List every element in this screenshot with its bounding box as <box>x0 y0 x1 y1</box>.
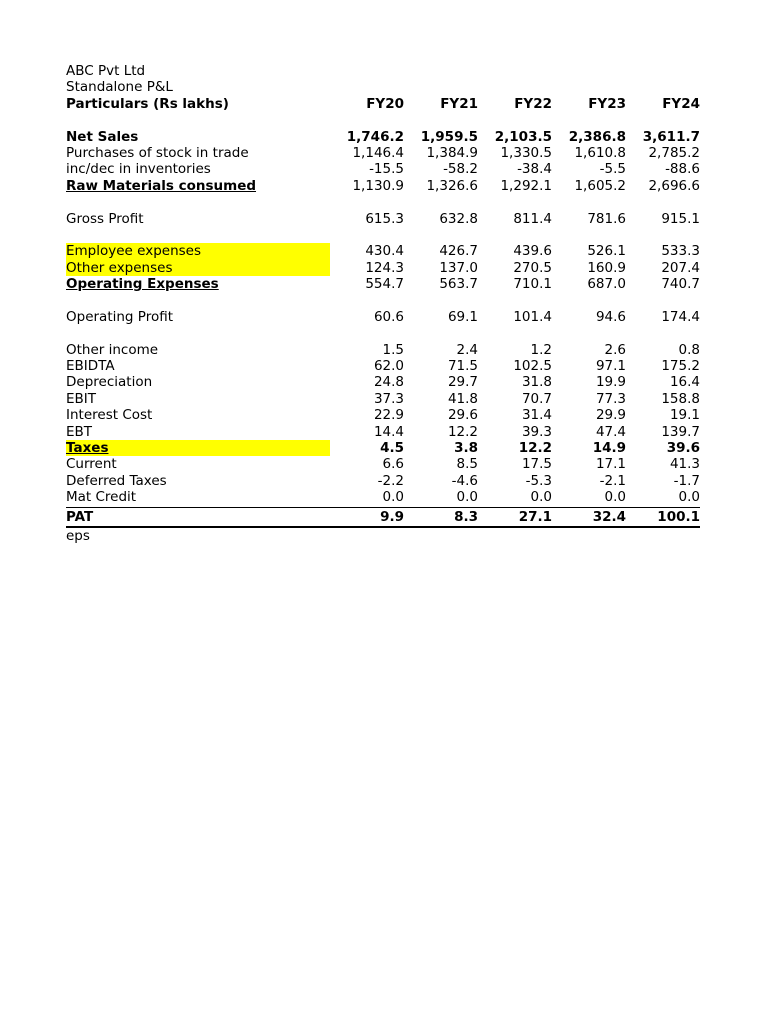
other-expenses-value: 137.0 <box>439 259 478 276</box>
ebidta-value: 97.1 <box>595 358 626 375</box>
blank-row <box>66 194 700 210</box>
depreciation-value: 16.4 <box>669 374 700 391</box>
other-expenses-label: Other expenses <box>66 260 330 276</box>
operating-expenses-row <box>66 276 700 292</box>
statement-title-row <box>66 79 700 95</box>
ebit-row <box>66 391 700 407</box>
taxes-value: 14.9 <box>592 439 626 456</box>
mat-credit-value: 0.0 <box>530 489 552 506</box>
taxes-value: 39.6 <box>666 439 700 456</box>
ebidta-row <box>66 358 700 374</box>
other-expenses-value: 207.4 <box>661 259 700 276</box>
operating-expenses-value: 554.7 <box>365 276 404 293</box>
current-tax-value: 6.6 <box>382 456 404 473</box>
deferred-taxes-value: -4.6 <box>451 472 478 489</box>
inventories-row <box>66 161 700 177</box>
ebidta-value: 102.5 <box>513 358 552 375</box>
employee-expenses-value: 526.1 <box>587 243 626 260</box>
taxes-label: Taxes <box>66 440 330 456</box>
interest-cost-value: 31.4 <box>521 407 552 424</box>
current-tax-row <box>66 456 700 472</box>
pnl-sheet <box>66 63 700 544</box>
operating-expenses-value: 563.7 <box>439 276 478 293</box>
taxes-row <box>66 440 700 456</box>
gross-profit-value: 915.1 <box>661 210 700 227</box>
current-tax-label: Current <box>66 456 117 473</box>
purchases-value: 1,610.8 <box>574 144 626 161</box>
mat-credit-value: 0.0 <box>456 489 478 506</box>
employee-expenses-row <box>66 243 700 259</box>
employee-expenses-value: 439.6 <box>513 243 552 260</box>
depreciation-label: Depreciation <box>66 374 153 391</box>
header-year: FY22 <box>514 95 552 112</box>
ebidta-label: EBIDTA <box>66 358 115 375</box>
raw-materials-value: 2,696.6 <box>648 177 700 194</box>
employee-expenses-label: Employee expenses <box>66 243 330 259</box>
operating-expenses-label: Operating Expenses <box>66 276 219 293</box>
inventories-value: -88.6 <box>665 161 700 178</box>
operating-expenses-value: 710.1 <box>513 276 552 293</box>
header-year: FY23 <box>588 95 626 112</box>
other-income-row <box>66 342 700 358</box>
pat-value: 100.1 <box>657 508 700 525</box>
header-year: FY21 <box>440 95 478 112</box>
ebit-value: 37.3 <box>373 390 404 407</box>
deferred-taxes-value: -1.7 <box>673 472 700 489</box>
interest-cost-label: Interest Cost <box>66 407 153 424</box>
gross-profit-label: Gross Profit <box>66 210 144 227</box>
company-name: ABC Pvt Ltd <box>66 63 146 79</box>
operating-profit-value: 101.4 <box>513 308 552 325</box>
ebit-value: 41.8 <box>447 390 478 407</box>
eps-row <box>66 528 700 544</box>
interest-cost-value: 19.1 <box>669 407 700 424</box>
other-income-label: Other income <box>66 341 159 358</box>
purchases-value: 1,384.9 <box>426 144 478 161</box>
net-sales-value: 1,959.5 <box>420 128 478 145</box>
net-sales-value: 1,746.2 <box>346 128 404 145</box>
other-income-value: 2.4 <box>456 341 478 358</box>
statement-title: Standalone P&L <box>66 79 173 96</box>
raw-materials-value: 1,605.2 <box>574 177 626 194</box>
purchases-value: 2,785.2 <box>648 144 700 161</box>
depreciation-value: 29.7 <box>447 374 478 391</box>
blank-row <box>66 325 700 341</box>
depreciation-value: 24.8 <box>373 374 404 391</box>
header-year: FY20 <box>366 95 404 112</box>
ebt-value: 14.4 <box>373 423 404 440</box>
mat-credit-row <box>66 489 700 505</box>
inventories-value: -58.2 <box>443 161 478 178</box>
deferred-taxes-value: -2.1 <box>599 472 626 489</box>
other-income-value: 2.6 <box>604 341 626 358</box>
operating-profit-label: Operating Profit <box>66 308 173 325</box>
net-sales-value: 3,611.7 <box>642 128 700 145</box>
other-expenses-value: 270.5 <box>513 259 552 276</box>
operating-expenses-value: 687.0 <box>587 276 626 293</box>
eps-label: eps <box>66 527 90 544</box>
operating-profit-value: 60.6 <box>373 308 404 325</box>
net-sales-label: Net Sales <box>66 128 139 145</box>
taxes-value: 12.2 <box>518 439 552 456</box>
gross-profit-row <box>66 211 700 227</box>
mat-credit-value: 0.0 <box>678 489 700 506</box>
pat-value: 8.3 <box>454 508 478 525</box>
other-income-value: 1.2 <box>530 341 552 358</box>
purchases-label: Purchases of stock in trade <box>66 144 249 161</box>
purchases-row <box>66 145 700 161</box>
other-income-value: 1.5 <box>382 341 404 358</box>
inventories-label: inc/dec in inventories <box>66 161 211 178</box>
ebidta-value: 71.5 <box>447 358 478 375</box>
purchases-value: 1,330.5 <box>500 144 552 161</box>
ebt-value: 139.7 <box>661 423 700 440</box>
interest-cost-value: 29.9 <box>595 407 626 424</box>
ebidta-value: 175.2 <box>661 358 700 375</box>
other-income-value: 0.8 <box>678 341 700 358</box>
taxes-value: 3.8 <box>454 439 478 456</box>
other-expenses-row <box>66 260 700 276</box>
current-tax-value: 8.5 <box>456 456 478 473</box>
pat-row <box>66 507 700 528</box>
header-year: FY24 <box>662 95 700 112</box>
inventories-value: -38.4 <box>517 161 552 178</box>
interest-cost-row <box>66 407 700 423</box>
net-sales-value: 2,386.8 <box>568 128 626 145</box>
ebt-label: EBT <box>66 423 93 440</box>
depreciation-value: 19.9 <box>595 374 626 391</box>
mat-credit-value: 0.0 <box>604 489 626 506</box>
deferred-taxes-label: Deferred Taxes <box>66 472 167 489</box>
ebt-value: 47.4 <box>595 423 626 440</box>
deferred-taxes-row <box>66 473 700 489</box>
ebidta-value: 62.0 <box>373 358 404 375</box>
gross-profit-value: 811.4 <box>513 210 552 227</box>
mat-credit-label: Mat Credit <box>66 489 137 506</box>
employee-expenses-value: 426.7 <box>439 243 478 260</box>
other-expenses-value: 124.3 <box>365 259 404 276</box>
other-expenses-value: 160.9 <box>587 259 626 276</box>
pat-value: 32.4 <box>592 508 626 525</box>
ebt-value: 12.2 <box>447 423 478 440</box>
depreciation-value: 31.8 <box>521 374 552 391</box>
pat-value: 27.1 <box>518 508 552 525</box>
header-particulars: Particulars (Rs lakhs) <box>66 95 229 112</box>
purchases-value: 1,146.4 <box>352 144 404 161</box>
gross-profit-value: 781.6 <box>587 210 626 227</box>
operating-profit-row <box>66 309 700 325</box>
raw-materials-value: 1,130.9 <box>352 177 404 194</box>
raw-materials-row <box>66 178 700 194</box>
operating-profit-value: 94.6 <box>595 308 626 325</box>
current-tax-value: 41.3 <box>669 456 700 473</box>
employee-expenses-value: 430.4 <box>365 243 404 260</box>
inventories-value: -15.5 <box>369 161 404 178</box>
ebit-label: EBIT <box>66 390 97 407</box>
operating-expenses-value: 740.7 <box>661 276 700 293</box>
blank-row <box>66 227 700 243</box>
operating-profit-value: 69.1 <box>447 308 478 325</box>
ebt-row <box>66 424 700 440</box>
header-row <box>66 96 700 112</box>
operating-profit-value: 174.4 <box>661 308 700 325</box>
pat-value: 9.9 <box>380 508 404 525</box>
ebit-value: 77.3 <box>595 390 626 407</box>
current-tax-value: 17.1 <box>595 456 626 473</box>
gross-profit-value: 632.8 <box>439 210 478 227</box>
net-sales-value: 2,103.5 <box>494 128 552 145</box>
current-tax-value: 17.5 <box>521 456 552 473</box>
employee-expenses-value: 533.3 <box>661 243 700 260</box>
blank-row <box>66 112 700 128</box>
raw-materials-value: 1,326.6 <box>426 177 478 194</box>
raw-materials-value: 1,292.1 <box>500 177 552 194</box>
blank-row <box>66 292 700 308</box>
net-sales-row <box>66 129 700 145</box>
company-name-row <box>66 63 700 79</box>
inventories-value: -5.5 <box>599 161 626 178</box>
mat-credit-value: 0.0 <box>382 489 404 506</box>
ebt-value: 39.3 <box>521 423 552 440</box>
depreciation-row <box>66 374 700 390</box>
ebit-value: 70.7 <box>521 390 552 407</box>
deferred-taxes-value: -5.3 <box>525 472 552 489</box>
ebit-value: 158.8 <box>661 390 700 407</box>
interest-cost-value: 29.6 <box>447 407 478 424</box>
raw-materials-label: Raw Materials consumed <box>66 177 257 194</box>
gross-profit-value: 615.3 <box>365 210 404 227</box>
pat-label: PAT <box>66 508 94 525</box>
taxes-value: 4.5 <box>380 439 404 456</box>
interest-cost-value: 22.9 <box>373 407 404 424</box>
deferred-taxes-value: -2.2 <box>377 472 404 489</box>
